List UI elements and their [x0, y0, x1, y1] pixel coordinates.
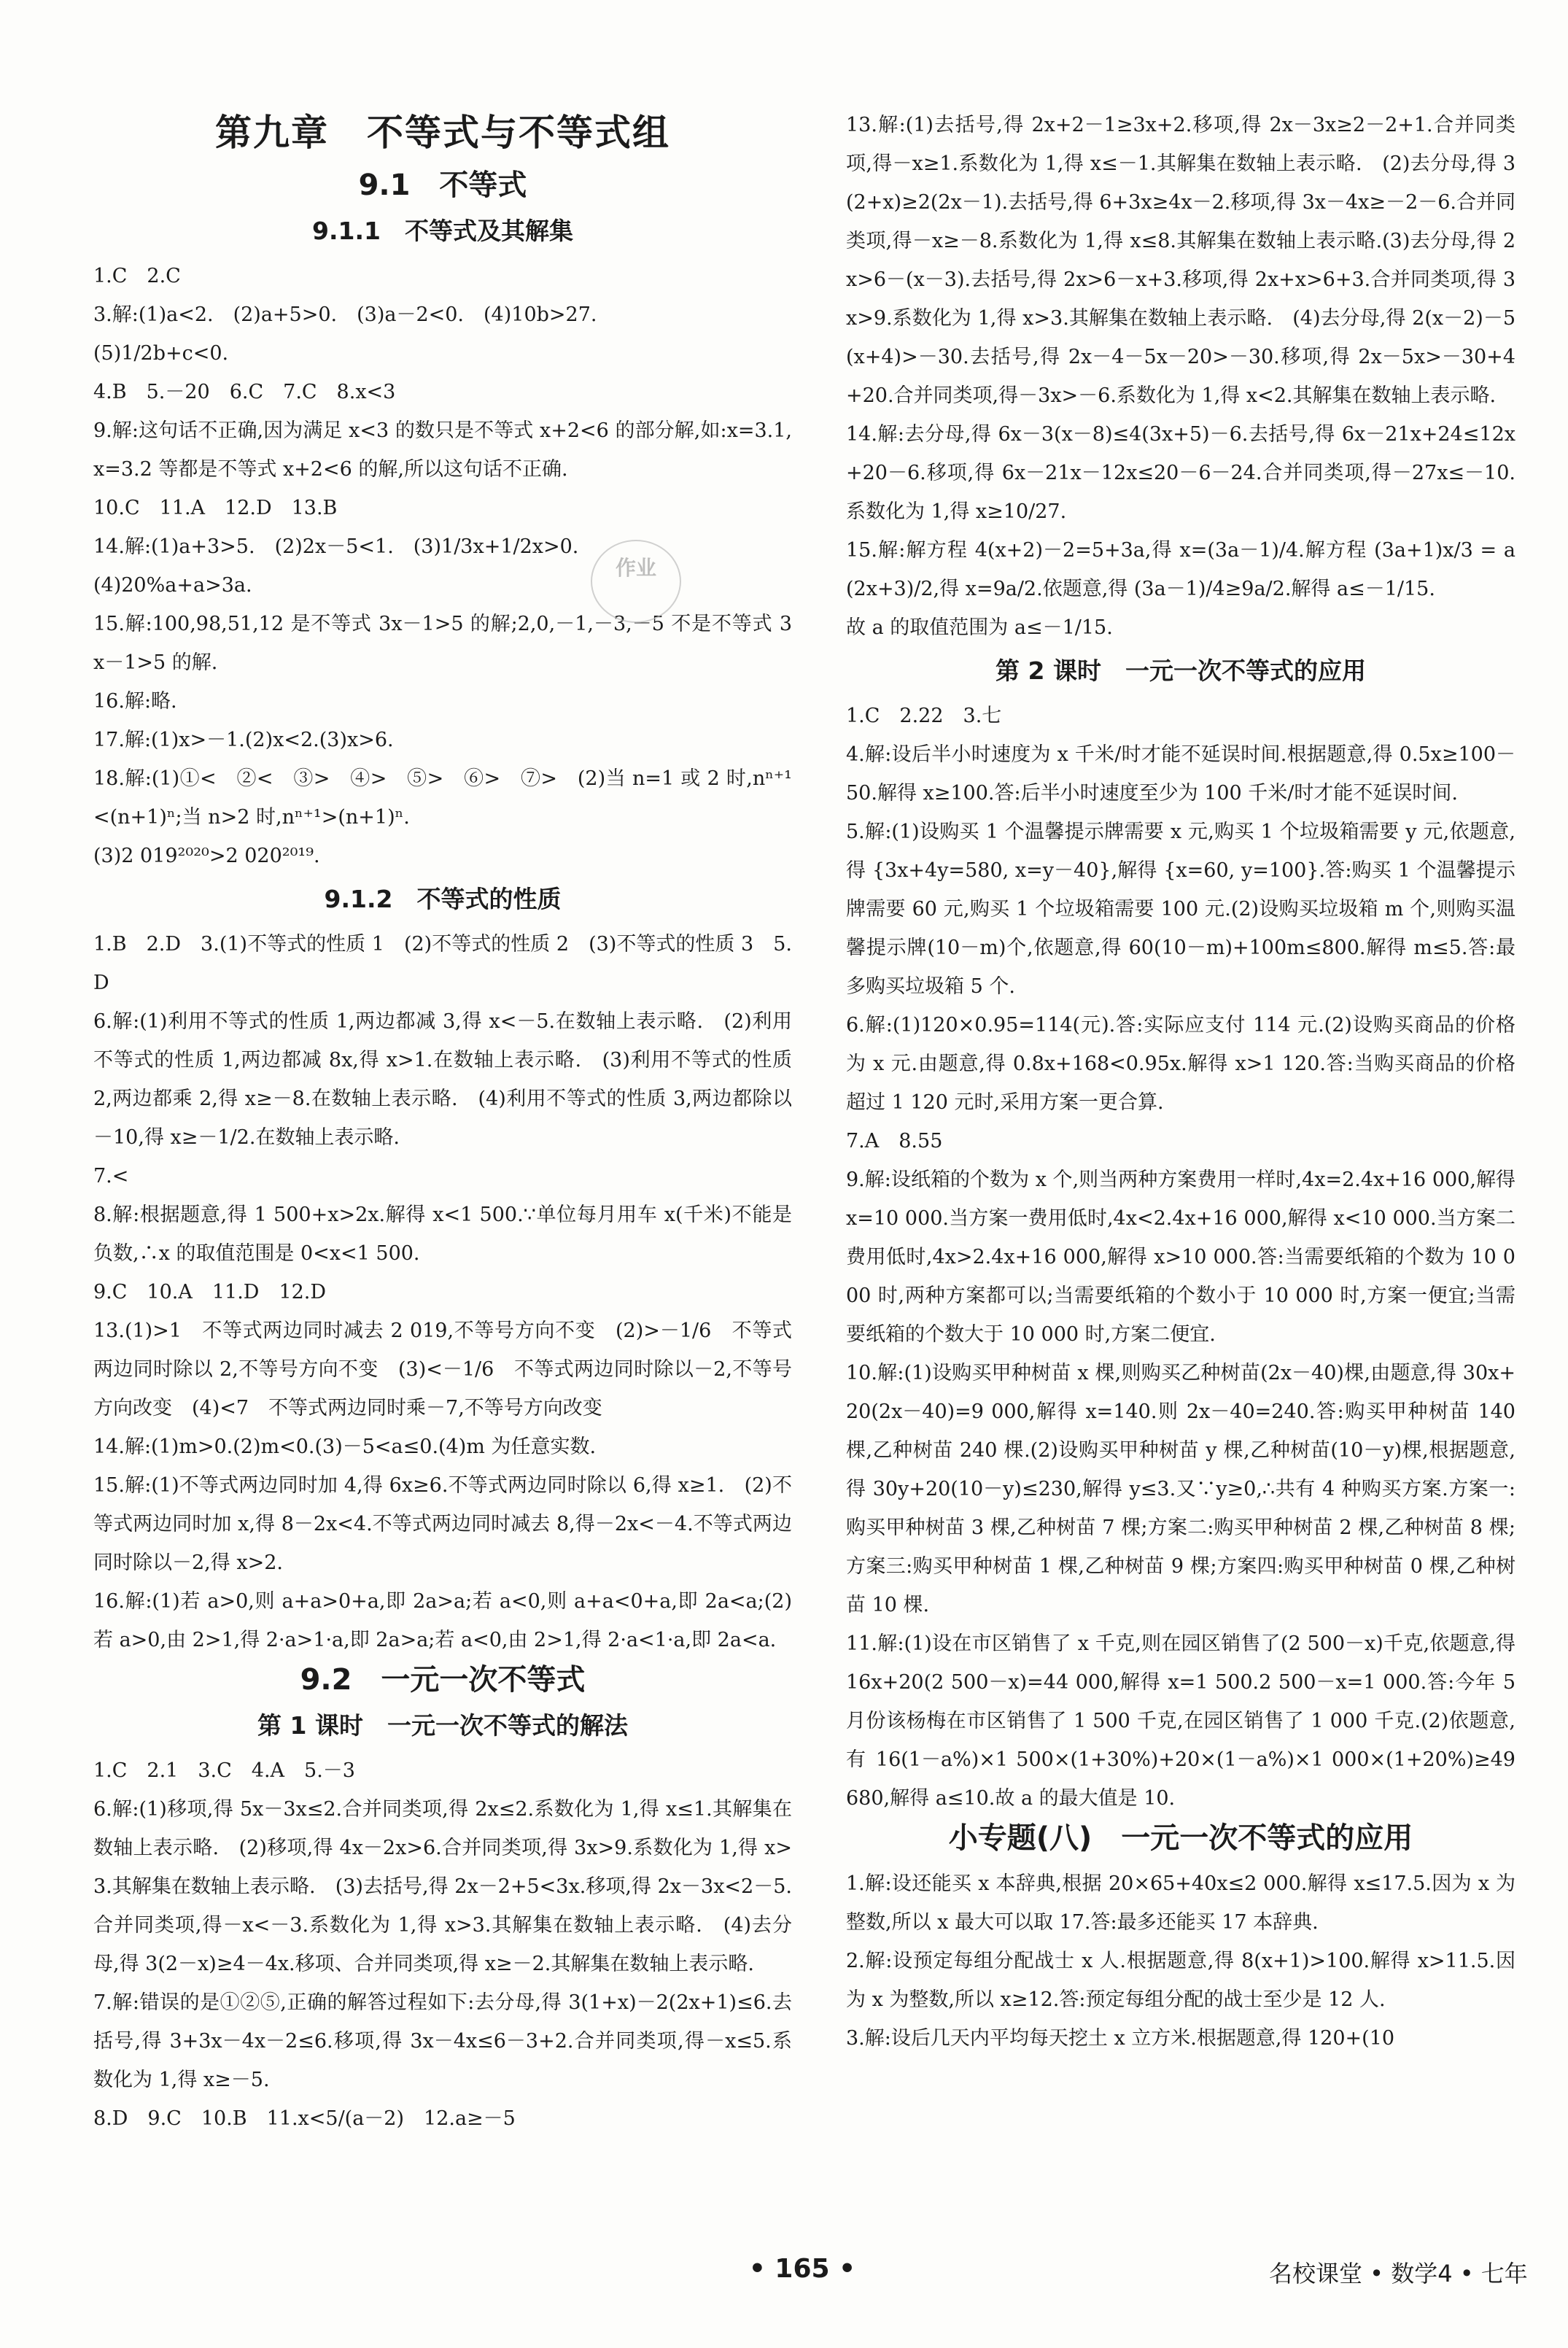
answer-paragraph: 1.解:设还能买 x 本辞典,根据 20×65+40x≤2 000.解得 x≤17.5.因为 x 为整数,所以 x 最大可以取 17.答:最多还能买 17 本辞典.: [846, 1872, 1515, 1934]
answer-paragraph: 8.D 9.C 10.B 11.x<5/(a－2) 12.a≥－5: [93, 2107, 516, 2130]
answer-paragraph: 10.解:(1)设购买甲种树苗 x 棵,则购买乙种树苗(2x－40)棵,由题意,得 30x+20(2x－40)=9 000,解得 x=140.则 2x－40=240.答:购买甲种树苗 140 棵,乙种树苗 240 棵.(2)设购买甲种树苗 y 棵,乙种树苗(10－y)棵,根据题意,得 30y+20(10－y)≤230,解得 y≤3.又∵y≥0,∴共有 4 种购买方案.方案一:购买甲种树苗 3 棵,乙种树苗 7 棵;方案二:购买甲种树苗 2 棵,乙种树苗 8 棵;方案三:购买甲种树苗 1 棵,乙种树苗 9 棵;方案四:购买甲种树苗 0 棵,乙种树苗 10 棵.: [846, 1362, 1515, 1616]
answer-paragraph: 7.A 8.55: [846, 1130, 943, 1152]
answer-paragraph: 14.解:(1)m>0.(2)m<0.(3)－5<a≤0.(4)m 为任意实数.: [93, 1435, 597, 1458]
answer-paragraph: 3.解:(1)a<2. (2)a+5>0. (3)a－2<0. (4)10b>27.: [93, 303, 597, 326]
right-column: [846, 106, 1515, 2058]
answer-paragraph: 18.解:(1)①< ②< ③> ④> ⑤> ⑥> ⑦> (2)当 n=1 或 2 时,nⁿ⁺¹<(n+1)ⁿ;当 n>2 时,nⁿ⁺¹>(n+1)ⁿ.: [93, 767, 792, 829]
stamp-logo: 作业: [591, 540, 681, 623]
answer-paragraph: 13.(1)>1 不等式两边同时减去 2 019,不等号方向不变 (2)>－1/6 不等式两边同时除以 2,不等号方向不变 (3)<－1/6 不等式两边同时除以－2,不等号方向改变 (4)<7 不等式两边同时乘－7,不等号方向改变: [93, 1320, 792, 1419]
answer-paragraph: 6.解:(1)利用不等式的性质 1,两边都减 3,得 x<－5.在数轴上表示略. (2)利用不等式的性质 1,两边都减 8x,得 x>1.在数轴上表示略. (3)利用不等式的性质 2,两边都乘 2,得 x≥－8.在数轴上表示略. (4)利用不等式的性质 3,两边都除以－10,得 x≥－1/2.在数轴上表示略.: [93, 1010, 792, 1149]
section-title: 9.1 不等式: [358, 168, 527, 202]
answer-paragraph: 14.解:(1)a+3>5. (2)2x－5<1. (3)1/3x+1/2x>0.: [93, 535, 579, 558]
answer-paragraph: 13.解:(1)去括号,得 2x+2－1≥3x+2.移项,得 2x－3x≥2－2+1.合并同类项,得－x≥1.系数化为 1,得 x≤－1.其解集在数轴上表示略. (2)去分母,得 3(2+x)≥2(2x－1).去括号,得 6+3x≥4x－2.移项,得 3x－4x≥－2－6.合并同类项,得－x≥－8.系数化为 1,得 x≤8.其解集在数轴上表示略.(3)去分母,得 2x>6－(x－3).去括号,得 2x>6－x+3.移项,得 2x+x>6+3.合并同类项,得 3x>9.系数化为 1,得 x>3.其解集在数轴上表示略. (4)去分母,得 2(x－2)－5(x+4)>－30.去括号,得 2x－4－5x－20>－30.移项,得 2x－5x>－30+4+20.合并同类项,得－3x>－6.系数化为 1,得 x<2.其解集在数轴上表示略.: [846, 114, 1515, 407]
answer-paragraph: 8.解:根据题意,得 1 500+x>2x.解得 x<1 500.∵单位每月用车 x(千米)不能是负数,∴x 的取值范围是 0<x<1 500.: [93, 1204, 792, 1265]
answer-paragraph: 1.C 2.22 3.七: [846, 705, 1002, 727]
answer-paragraph: 4.B 5.－20 6.C 7.C 8.x<3: [93, 381, 396, 403]
answer-paragraph: 15.解:100,98,51,12 是不等式 3x－1>5 的解;2,0,－1,－3,－5 不是不等式 3x－1>5 的解.: [93, 613, 792, 674]
answer-paragraph: 15.解:(1)不等式两边同时加 4,得 6x≥6.不等式两边同时除以 6,得 x≥1. (2)不等式两边同时加 x,得 8－2x<4.不等式两边同时减去 8,得－2x<－4.不等式两边同时除以－2,得 x>2.: [93, 1474, 792, 1574]
section-title: 9.2 一元一次不等式: [300, 1663, 586, 1697]
answer-paragraph: 7.解:错误的是①②⑤,正确的解答过程如下:去分母,得 3(1+x)－2(2x+1)≤6.去括号,得 3+3x－4x－2≤6.移项,得 3x－4x≤6－3+2.合并同类项,得－x≤5.系数化为 1,得 x≥－5.: [93, 1991, 792, 2091]
section-title: 小专题(八) 一元一次不等式的应用: [948, 1821, 1413, 1855]
answer-paragraph: 1.C 2.C: [93, 265, 181, 287]
answer-paragraph: (4)20%a+a>3a.: [93, 574, 252, 597]
answer-paragraph: 1.C 2.1 3.C 4.A 5.－3: [93, 1759, 355, 1782]
left-column: [93, 109, 792, 2138]
book-series-label: 名校课堂 • 数学4 • 七年: [1269, 2260, 1528, 2287]
chapter-title: 第九章 不等式与不等式组: [215, 112, 670, 154]
answer-paragraph: 11.解:(1)设在市区销售了 x 千克,则在园区销售了(2 500－x)千克,依题意,得 16x+20(2 500－x)=44 000,解得 x=1 500.2 500－x=1 000.答:今年 5 月份该杨梅在市区销售了 1 500 千克,在园区销售了 1 000 千克.(2)依题意,有 16(1－a%)×1 500×(1+30%)+20×(1－a%)×1 000×(1+20%)≥49 680,解得 a≤10.故 a 的最大值是 10.: [846, 1632, 1515, 1810]
answer-paragraph: (3)2 019²⁰²⁰>2 020²⁰¹⁹.: [93, 845, 320, 867]
answer-paragraph: 10.C 11.A 12.D 13.B: [93, 497, 338, 519]
answer-paragraph: 17.解:(1)x>－1.(2)x<2.(3)x>6.: [93, 729, 394, 751]
page-number: • 165 •: [748, 2254, 856, 2284]
answer-paragraph: 6.解:(1)120×0.95=114(元).答:实际应支付 114 元.(2)设购买商品的价格为 x 元.由题意,得 0.8x+168<0.95x.解得 x>1 120.答:当购买商品的价格超过 1 120 元时,采用方案一更合算.: [846, 1014, 1515, 1114]
answer-paragraph: 14.解:去分母,得 6x－3(x－8)≤4(3x+5)－6.去括号,得 6x－21x+24≤12x+20－6.移项,得 6x－21x－12x≤20－6－24.合并同类项,得－27x≤－10.系数化为 1,得 x≥10/27.: [846, 423, 1515, 523]
answer-paragraph: 故 a 的取值范围为 a≤－1/15.: [846, 616, 1113, 639]
answer-paragraph: 1.B 2.D 3.(1)不等式的性质 1 (2)不等式的性质 2 (3)不等式的性质 3 5.D: [93, 933, 792, 994]
subsection-title: 第 1 课时 一元一次不等式的解法: [257, 1711, 628, 1740]
answer-paragraph: (5)1/2b+c<0.: [93, 342, 229, 365]
answer-paragraph: 16.解:(1)若 a>0,则 a+a>0+a,即 2a>a;若 a<0,则 a+a<0+a,即 2a<a;(2)若 a>0,由 2>1,得 2·a>1·a,即 2a>a;若 a<0,由 2>1,得 2·a<1·a,即 2a<a.: [93, 1590, 792, 1651]
answer-paragraph: 5.解:(1)设购买 1 个温馨提示牌需要 x 元,购买 1 个垃圾箱需要 y 元,依题意,得 {3x+4y=580, x=y－40},解得 {x=60, y=100}.答:购买 1 个温馨提示牌需要 60 元,购买 1 个垃圾箱需要 100 元.(2)设购买垃圾箱 m 个,则购买温馨提示牌(10－m)个,依题意,得 60(10－m)+100m≤800.解得 m≤5.答:最多购买垃圾箱 5 个.: [846, 821, 1515, 998]
answer-paragraph: 15.解:解方程 4(x+2)－2=5+3a,得 x=(3a－1)/4.解方程 (3a+1)x/3 = a(2x+3)/2,得 x=9a/2.依题意,得 (3a－1)/4≥9a/2.解得 a≤－1/15.: [846, 539, 1515, 600]
subsection-title: 9.1.2 不等式的性质: [324, 885, 562, 913]
subsection-title: 9.1.1 不等式及其解集: [312, 217, 573, 245]
answer-paragraph: 3.解:设后几天内平均每天挖土 x 立方米.根据题意,得 120+(10: [846, 2027, 1395, 2050]
answer-paragraph: 16.解:略.: [93, 690, 177, 713]
answer-paragraph: 2.解:设预定每组分配战士 x 人.根据题意,得 8(x+1)>100.解得 x>11.5.因为 x 为整数,所以 x≥12.答:预定每组分配的战士至少是 12 人.: [846, 1950, 1515, 2011]
subsection-title: 第 2 课时 一元一次不等式的应用: [995, 656, 1366, 685]
answer-paragraph: 9.解:这句话不正确,因为满足 x<3 的数只是不等式 x+2<6 的部分解,如:x=3.1,x=3.2 等都是不等式 x+2<6 的解,所以这句话不正确.: [93, 419, 792, 481]
answer-paragraph: 4.解:设后半小时速度为 x 千米/时才能不延误时间.根据题意,得 0.5x≥100－50.解得 x≥100.答:后半小时速度至少为 100 千米/时才能不延误时间.: [846, 743, 1515, 805]
answer-paragraph: 9.C 10.A 11.D 12.D: [93, 1281, 327, 1303]
answer-paragraph: 6.解:(1)移项,得 5x－3x≤2.合并同类项,得 2x≤2.系数化为 1,得 x≤1.其解集在数轴上表示略. (2)移项,得 4x－2x>6.合并同类项,得 3x>9.系数化为 1,得 x>3.其解集在数轴上表示略. (3)去括号,得 2x－2+5<3x.移项,得 2x－3x<2－5.合并同类项,得－x<－3.系数化为 1,得 x>3.其解集在数轴上表示略. (4)去分母,得 3(2－x)≥4－4x.移项、合并同类项,得 x≥－2.其解集在数轴上表示略.: [93, 1798, 792, 1975]
answer-paragraph: 9.解:设纸箱的个数为 x 个,则当两种方案费用一样时,4x=2.4x+16 000,解得 x=10 000.当方案一费用低时,4x<2.4x+16 000,解得 x<10 000.当方案二费用低时,4x>2.4x+16 000,解得 x>10 000.答:当需要纸箱的个数为 10 000 时,两种方案都可以;当需要纸箱的个数小于 10 000 时,方案一便宜;当需要纸箱的个数大于 10 000 时,方案二便宜.: [846, 1169, 1515, 1346]
answer-paragraph: 7.<: [93, 1165, 129, 1187]
